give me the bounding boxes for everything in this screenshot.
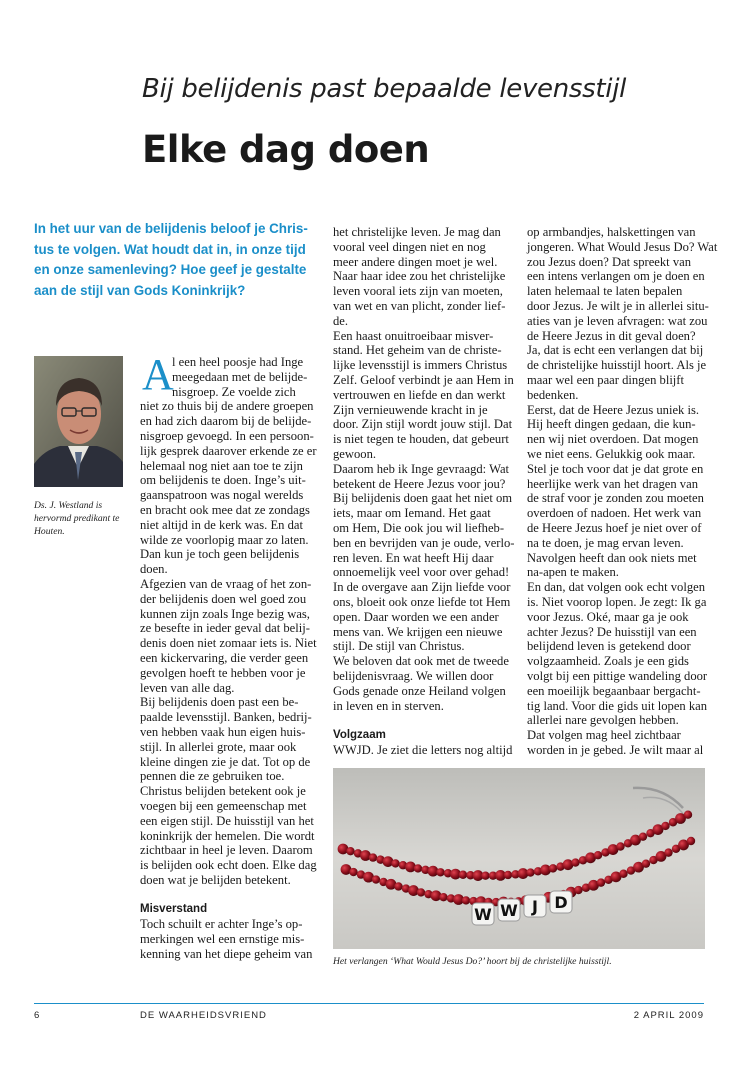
caption-line: hervormd predikant te bbox=[34, 513, 120, 525]
author-caption bbox=[34, 499, 119, 539]
article-subtitle: Bij belijdenis past bepaalde levensstijl bbox=[142, 74, 627, 104]
column-line: helemaal nog niet aan toe te zijn bbox=[140, 458, 303, 473]
column-line: door. Zijn stijl wordt jouw stijl. Dat bbox=[333, 417, 513, 432]
column-line: belijdend leven is getekend door bbox=[527, 639, 691, 654]
caption-line: Ds. J. Westland is bbox=[34, 500, 103, 511]
column-line: lijk gesprek daarover erkende ze er bbox=[140, 443, 317, 458]
dropcap-block bbox=[140, 350, 315, 399]
red-bead bbox=[597, 878, 605, 886]
column-line: vertrouwen en liefde en dan werkt bbox=[333, 387, 506, 402]
column-line: We beloven dat ook met de tweede bbox=[333, 654, 509, 669]
red-bead bbox=[594, 851, 602, 859]
red-bead bbox=[661, 822, 669, 830]
column-line: na-apen te maken. bbox=[527, 565, 619, 580]
column-line: betekent de Heere Jezus voor jou? bbox=[333, 476, 506, 491]
red-bead bbox=[526, 868, 534, 876]
author-photo bbox=[34, 356, 123, 487]
red-bead bbox=[436, 868, 444, 876]
column-line: l een heel poosje had Inge bbox=[172, 355, 304, 369]
column-line: kleine dingen zie je dat. Tot op de bbox=[140, 754, 311, 769]
column-line: zou Jezus doen? Dat spreekt van bbox=[527, 254, 692, 269]
text-column-3 bbox=[527, 225, 718, 758]
column-line: de Heere Jezus hoef je niet over of bbox=[527, 520, 702, 535]
column-body bbox=[333, 225, 513, 713]
column-line: en bracht ook mee dat ze zondags bbox=[140, 502, 310, 517]
red-bead bbox=[369, 853, 377, 861]
column-line: iets, maar om Iemand. Het gaat bbox=[333, 506, 491, 521]
footer-rule bbox=[34, 1003, 704, 1004]
column-line: Een haast onuitroeibaar misver- bbox=[333, 328, 494, 343]
column-line: volgzaamheid. Zoals je een gids bbox=[527, 654, 689, 669]
column-line: is. Niet voorop lopen. Je zegt: Ik ga bbox=[527, 594, 707, 609]
column-line: kunnen zijn zoals Inge bezig was, bbox=[140, 606, 310, 621]
article-title: Elke dag doen bbox=[142, 128, 430, 171]
column-line: leven van alle dag. bbox=[140, 680, 235, 695]
text-column-2 bbox=[333, 225, 513, 758]
column-line: Zelf. Geloof verbindt je aan Hem in bbox=[333, 372, 514, 387]
red-bead bbox=[394, 882, 402, 890]
column-line: merkingen wel een ernstige mis- bbox=[140, 932, 305, 947]
column-line: de Heere Jezus in dit geval doen? bbox=[527, 328, 696, 343]
column-body bbox=[333, 743, 513, 758]
spacer bbox=[140, 888, 315, 903]
red-bead bbox=[574, 886, 582, 894]
red-bead bbox=[372, 875, 380, 883]
column-line: Afgezien van de vraag of het zon- bbox=[140, 576, 312, 591]
intro-line: In het uur van de belijdenis beloof je Chris- bbox=[34, 221, 308, 236]
column-line: Eerst, dat de Heere Jezus uniek is. bbox=[527, 402, 700, 417]
red-bead bbox=[639, 832, 647, 840]
letter-bead bbox=[498, 899, 520, 921]
column-line: volgt bij een pittige wandeling door bbox=[527, 668, 708, 683]
letter-bead bbox=[550, 891, 572, 913]
column-line: is niet tegen te houden, dat gebeurt bbox=[333, 432, 509, 447]
column-line: niet altijd in de kerk was. En dat bbox=[140, 517, 303, 532]
column-line: Ja, dat is echt een verlangen dat bij bbox=[527, 343, 704, 358]
column-line: we niet eens. Gelukkig ook maar. bbox=[527, 446, 696, 461]
column-line: en had zich daarom bij de belijde- bbox=[140, 414, 312, 429]
column-line: laten helemaal te laten bepalen bbox=[527, 284, 683, 299]
column-line: na te doen, je mag ervan leven. bbox=[527, 535, 684, 550]
column-line: zichtbaar in heel je leven. Daarom bbox=[140, 843, 313, 858]
column-line: Zijn vernieuwende kracht in je bbox=[333, 402, 488, 417]
column-line: Daarom heb ik Inge gevraagd: Wat bbox=[333, 461, 510, 476]
column-line: jongeren. What Would Jesus Do? Wat bbox=[527, 239, 718, 254]
column-line: ons, bloeit ook onze liefde tot Hem bbox=[333, 594, 511, 609]
wwjd-bracelet-icon bbox=[333, 768, 705, 949]
column-line: de christelijke huisstijl hoort. Als je bbox=[527, 358, 707, 373]
column-line: koninkrijk der hemelen. Die wordt bbox=[140, 828, 315, 843]
column-line: overdoen of nadoen. Het werk van bbox=[527, 506, 702, 521]
column-line: om Hem, Die ook jou wil liefheb- bbox=[333, 520, 505, 535]
column-line: Bij belijdenis doen past een be- bbox=[140, 695, 299, 710]
column-line: ren leven. En wat heeft Hij daar bbox=[333, 550, 494, 565]
column-line: een kickervaring, die verder geen bbox=[140, 650, 309, 665]
column-line: gevolgen hoeft te hebben voor je bbox=[140, 665, 306, 680]
column-line: gewoon. bbox=[333, 446, 377, 461]
column-line: stijl. In allerlei grote, maar ook bbox=[140, 739, 297, 754]
intro-line: aan de stijl van Gods Koninkrijk? bbox=[34, 282, 246, 298]
column-line: der belijdenis doen wel goed zou bbox=[140, 591, 307, 606]
intro-line: tus te volgen. Wat houdt dat in, in onze tijd bbox=[34, 241, 306, 257]
column-line: een moeilijk begaanbaar bergacht- bbox=[527, 683, 701, 698]
column-line: belijdenisvraag. We willen door bbox=[333, 668, 494, 683]
column-line: meegedaan met de belijde- bbox=[172, 369, 308, 384]
red-bead bbox=[481, 871, 489, 879]
column-line: ben en bevrijden van je oude, verlo- bbox=[333, 535, 515, 550]
letter-bead bbox=[472, 903, 494, 925]
red-bead bbox=[391, 859, 399, 867]
red-bead bbox=[687, 837, 695, 845]
column-line: bedenken. bbox=[527, 387, 579, 402]
red-bead bbox=[459, 871, 467, 879]
column-line: achter Jezus? De huisstijl van een bbox=[527, 624, 697, 639]
column-line: een eigen stijl. De huisstijl van het bbox=[140, 813, 314, 828]
column-line: Christus belijden betekent ook je bbox=[140, 784, 306, 799]
column-line: Stel je toch voor dat je dat grote en bbox=[527, 461, 704, 476]
column-line: onnoemelijk veel voor over gehad! bbox=[333, 565, 510, 580]
column-line: nen wij niet overdoen. Dat mogen bbox=[527, 432, 699, 447]
article-intro bbox=[34, 219, 320, 301]
column-line: Naar haar idee zou het christelijke bbox=[333, 269, 506, 284]
red-bead bbox=[417, 888, 425, 896]
column-body bbox=[527, 225, 718, 758]
column-line: En dan, dat volgen ook echt volgen bbox=[527, 580, 706, 595]
column-line: open. Daar worden we een ander bbox=[333, 609, 499, 624]
column-line: denis doen niet zomaar iets is. Niet bbox=[140, 636, 317, 651]
red-bead bbox=[571, 858, 579, 866]
column-line: doen wat je belijden betekent. bbox=[140, 872, 291, 887]
column-line: is belijden ook echt doen. Elke dag bbox=[140, 858, 317, 873]
column-line: vooral veel dingen niet en nog bbox=[333, 239, 486, 254]
column-line: Hij heeft dingen gedaan, die kun- bbox=[527, 417, 696, 432]
column-line: nisgroep gevoegd. In een persoon- bbox=[140, 428, 314, 443]
column-line: meer andere dingen moet je wel. bbox=[333, 254, 498, 269]
portrait-icon bbox=[34, 356, 123, 487]
red-bead bbox=[664, 848, 672, 856]
column-line: ze besefte in ieder geval dat belij- bbox=[140, 621, 310, 636]
column-line: op armbandjes, halskettingen van bbox=[527, 225, 696, 239]
section-heading-volgzaam: Volgzaam bbox=[333, 729, 386, 742]
red-bead bbox=[349, 868, 357, 876]
section-heading-misverstand: Misverstand bbox=[140, 903, 208, 916]
column-line: allerlei nare gevolgen hebben. bbox=[527, 713, 679, 728]
column-body bbox=[140, 399, 315, 887]
red-bead bbox=[414, 864, 422, 872]
column-line: leven vooral iets zijn van moeten, bbox=[333, 284, 503, 299]
column-line: mens van. We krijgen een nieuwe bbox=[333, 624, 503, 639]
issue-date: 2 APRIL 2009 bbox=[633, 1010, 704, 1021]
column-body bbox=[140, 917, 315, 961]
column-line: maar wel een paar dingen blijft bbox=[527, 372, 685, 387]
column-line: Bij belijdenis doen gaat het niet om bbox=[333, 491, 513, 506]
column-line: voor Jezus. Oké, maar ga je ook bbox=[527, 609, 689, 624]
intro-line: en onze samenleving? Hoe geef je gestalte bbox=[34, 262, 307, 278]
column-line: om belijdenis te doen. Inge’s uit- bbox=[140, 473, 306, 488]
column-line: Dat volgen mag heel zichtbaar bbox=[527, 728, 681, 743]
column-line: de. bbox=[333, 313, 349, 328]
caption-line: Houten. bbox=[34, 526, 65, 538]
column-line: In de overgave aan Zijn liefde voor bbox=[333, 580, 511, 595]
column-line: worden in je gebed. Je wilt maar al bbox=[527, 742, 704, 757]
column-line: het christelijke leven. Je mag dan bbox=[333, 225, 501, 239]
column-line: stijl. De stijl van Christus. bbox=[333, 639, 465, 654]
column-line: gaanspatroon was nogal werelds bbox=[140, 488, 304, 503]
column-line: voegen bij een gemeenschap met bbox=[140, 798, 307, 813]
column-line: door Jezus. Je wilt je in allerlei situ- bbox=[527, 298, 709, 313]
drop-cap: A bbox=[142, 350, 174, 399]
red-bead bbox=[504, 871, 512, 879]
column-line: Toch schuilt er achter Inge’s op- bbox=[140, 917, 303, 932]
red-bead bbox=[346, 847, 354, 855]
spacer bbox=[333, 713, 513, 728]
svg-text:D: D bbox=[554, 893, 568, 912]
column-line: ven hebben vaak hun eigen huis- bbox=[140, 724, 306, 739]
red-bead bbox=[462, 896, 470, 904]
column-line: Gods genade onze Heiland volgen bbox=[333, 683, 506, 698]
column-line: wilde ze voorlopig maar zo laten. bbox=[140, 532, 309, 547]
magazine-name: DE WAARHEIDSVRIEND bbox=[140, 1010, 267, 1021]
column-line: een intens verlangen om je doen en bbox=[527, 269, 705, 284]
column-line: nisgroep. Ze voelde zich bbox=[172, 384, 296, 399]
red-bead bbox=[619, 870, 627, 878]
column-line: doen. bbox=[140, 562, 168, 577]
column-line: paalde levensstijl. Banken, bedrij- bbox=[140, 710, 312, 725]
column-line: WWJD. Je ziet die letters nog altijd bbox=[333, 742, 513, 757]
red-bead bbox=[684, 810, 692, 818]
page-number: 6 bbox=[34, 1010, 41, 1021]
svg-text:W: W bbox=[500, 901, 518, 920]
svg-text:W: W bbox=[474, 905, 492, 924]
svg-text:J: J bbox=[532, 897, 538, 916]
red-bead bbox=[439, 893, 447, 901]
column-line: aties van je leven afvragen: wat zou bbox=[527, 313, 708, 328]
column-line: de straf voor je zonden zou moeten bbox=[527, 491, 704, 506]
column-line: in leven en in sterven. bbox=[333, 698, 444, 713]
bracelet-photo bbox=[333, 768, 705, 949]
column-line: heerlijke werk van het dragen van bbox=[527, 476, 698, 491]
red-bead bbox=[616, 842, 624, 850]
column-line: Dan kun je toch geen belijdenis bbox=[140, 547, 300, 562]
red-bead bbox=[642, 859, 650, 867]
column-line: lijke levensstijl is immers Christus bbox=[333, 358, 508, 373]
column-line: Navolgen heeft dan ook niets met bbox=[527, 550, 697, 565]
red-bead bbox=[549, 864, 557, 872]
bracelet-caption: Het verlangen ‘What Would Jesus Do?’ hoort bij de christelijke huisstijl. bbox=[333, 956, 612, 967]
column-line: van wet en van plicht, zonder lief- bbox=[333, 298, 506, 313]
column-line: tig land. Voor die gids uit lopen kan bbox=[527, 698, 708, 713]
column-line: niet zo thuis bij de andere groepen bbox=[140, 399, 314, 414]
column-line: stand. Het geheim van de christe- bbox=[333, 343, 502, 358]
text-column-1 bbox=[140, 350, 317, 962]
column-line: kenning van het diepe geheim van bbox=[140, 946, 313, 961]
letter-bead bbox=[524, 895, 546, 917]
column-line: pennen die ze gebruiken toe. bbox=[140, 769, 285, 784]
